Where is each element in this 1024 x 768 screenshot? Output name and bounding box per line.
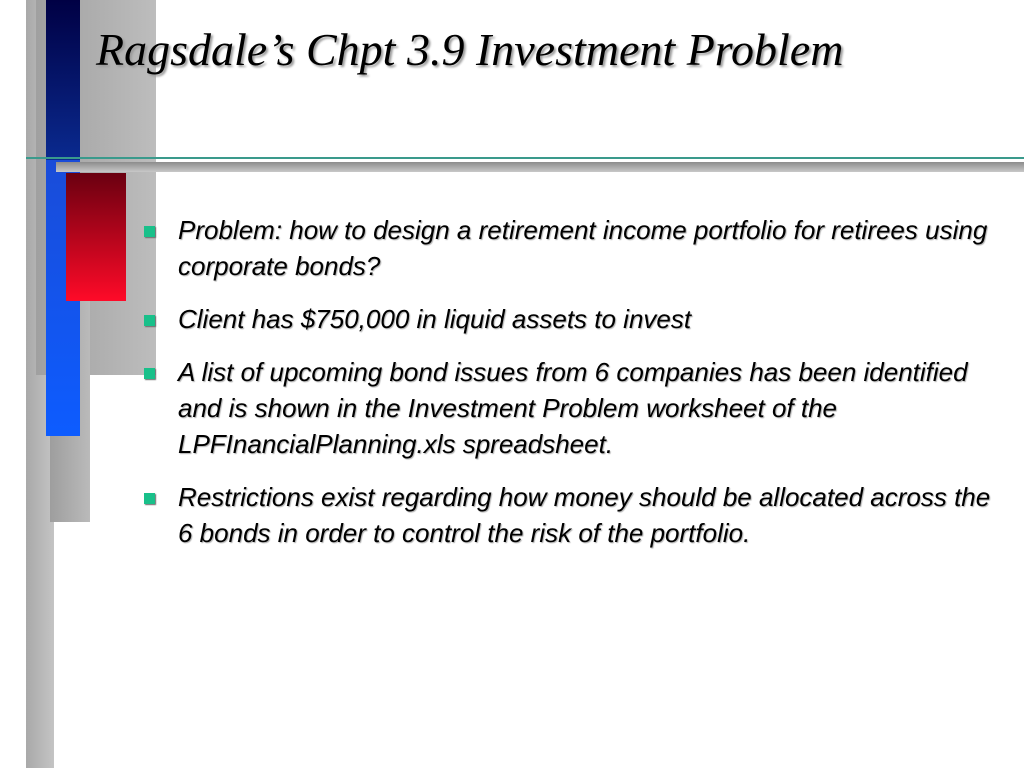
title-divider-bar <box>56 162 1024 172</box>
square-bullet-icon <box>144 493 155 504</box>
slide-title: Ragsdale’s Chpt 3.9 Investment Problem <box>96 24 844 75</box>
square-bullet-icon <box>144 315 155 326</box>
bullet-text: Client has $750,000 in liquid assets to invest <box>178 304 692 334</box>
decorative-navy-bar <box>46 0 80 160</box>
bullet-text: Problem: how to design a retirement income portfolio for retirees using corporate bonds? <box>178 215 988 281</box>
bullet-list <box>140 212 1000 568</box>
bullet-item <box>140 479 1000 551</box>
bullet-item <box>140 212 1000 284</box>
square-bullet-icon <box>144 368 155 379</box>
bullet-item <box>140 354 1000 462</box>
square-bullet-icon <box>144 226 155 237</box>
bullet-item <box>140 301 1000 337</box>
bullet-text: Restrictions exist regarding how money should be allocated across the 6 bonds in order to control the risk of the portfolio. <box>178 482 991 548</box>
title-underline-rule <box>26 157 1024 159</box>
bullet-text: A list of upcoming bond issues from 6 companies has been identified and is shown in the Investment Problem worksheet of the LPFInancialPlanning.xls spreadsheet. <box>178 357 968 459</box>
decorative-red-bar <box>66 173 126 301</box>
